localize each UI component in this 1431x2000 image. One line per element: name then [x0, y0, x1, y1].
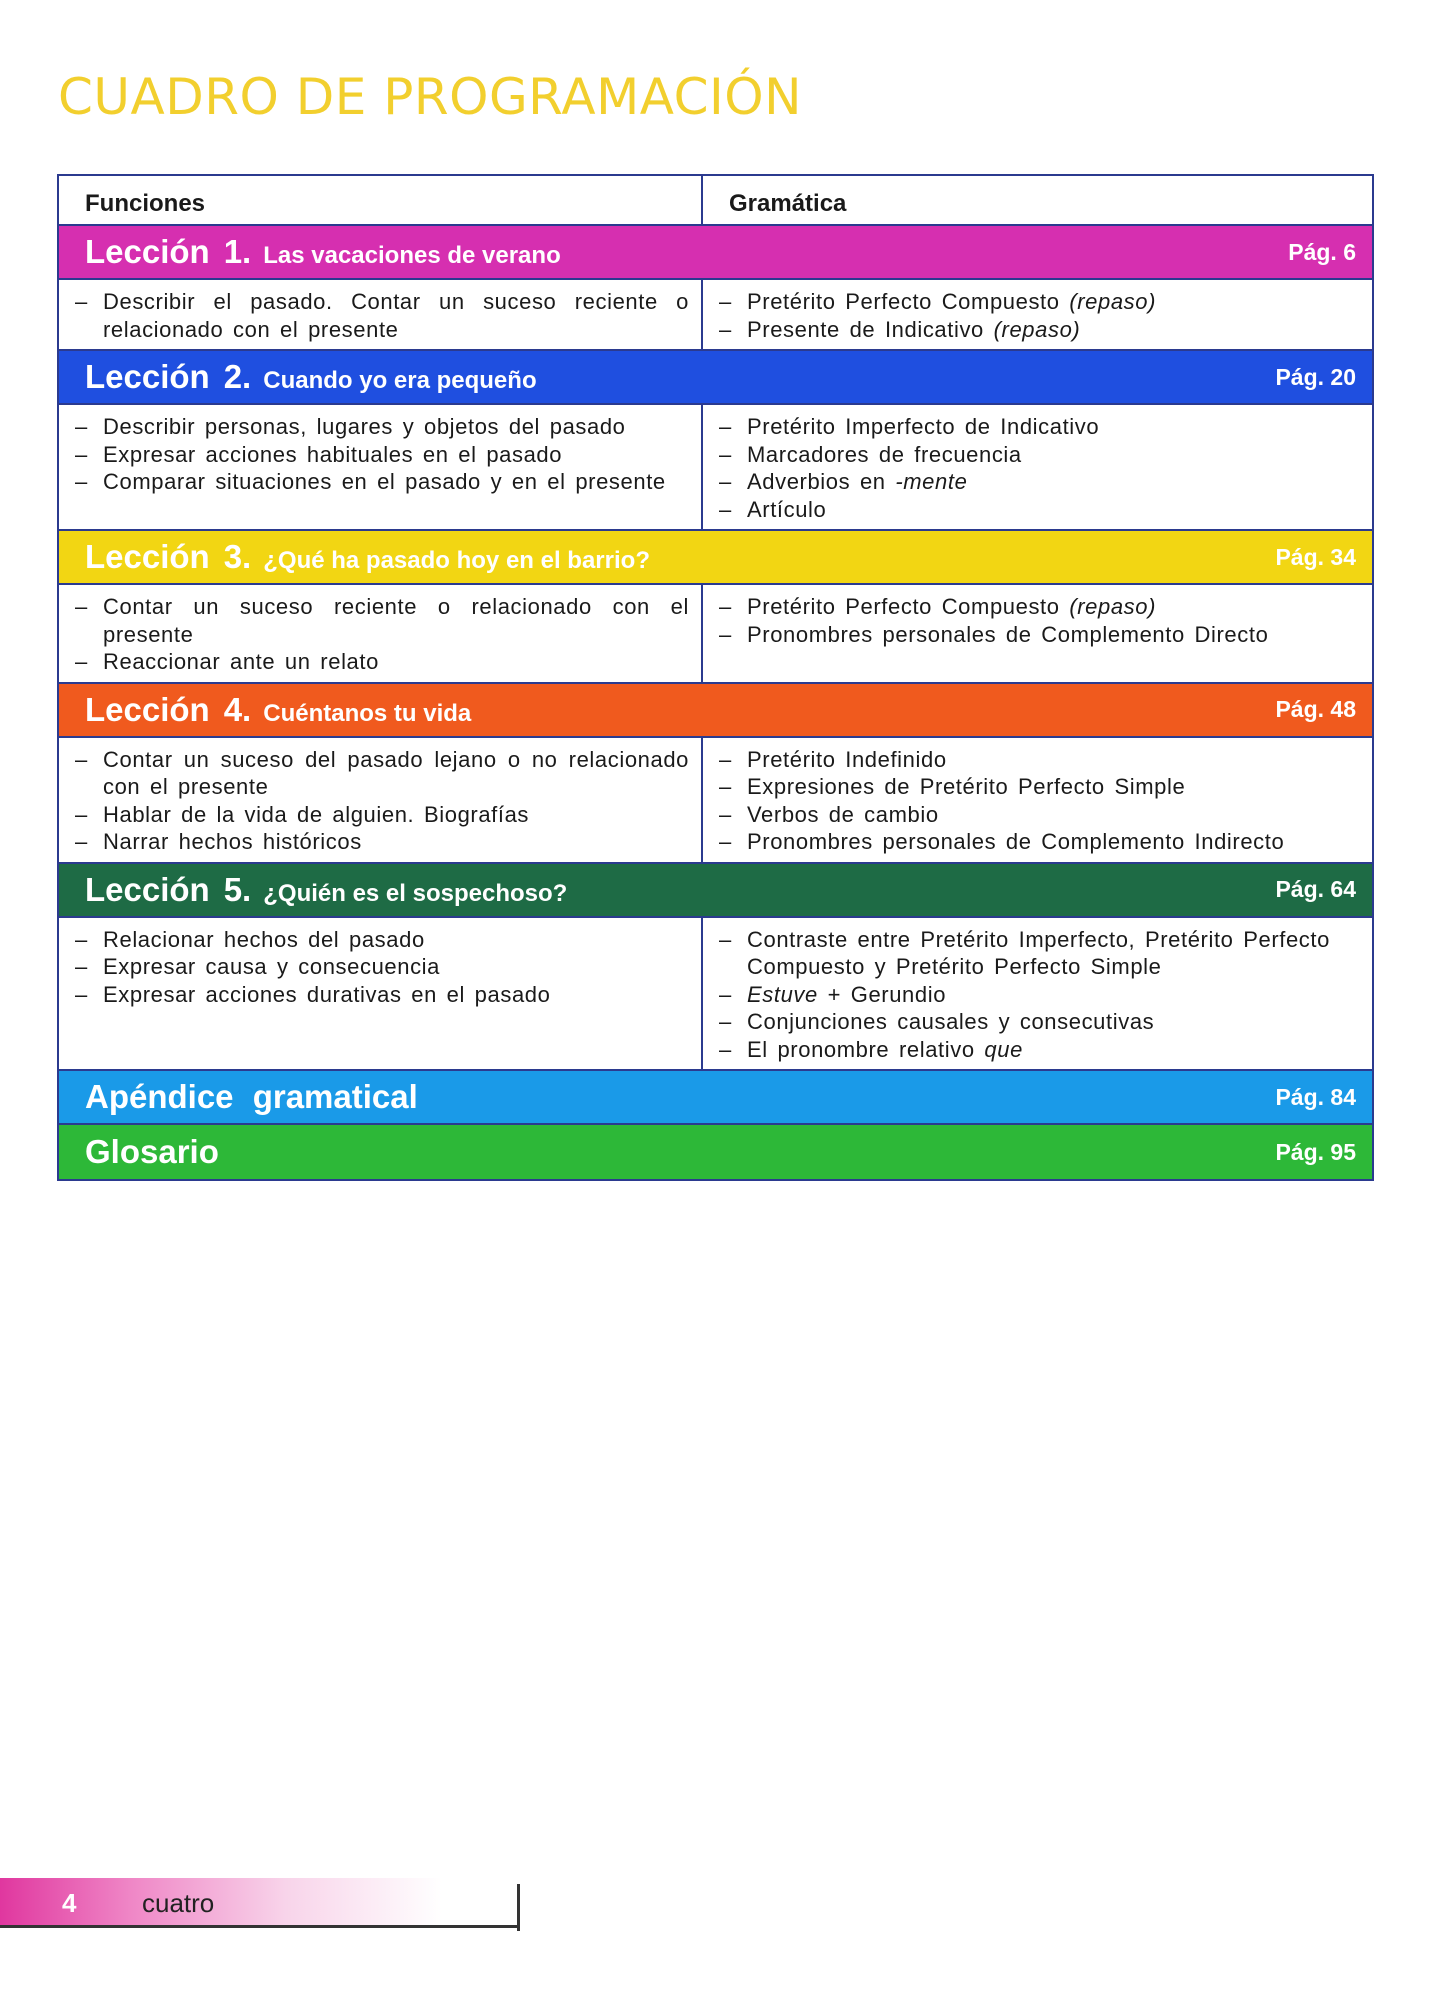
glossary-bar [59, 1125, 1372, 1179]
programming-table [57, 174, 1374, 1181]
funcion-item: – Narrar hechos históricos [73, 828, 689, 856]
funciones-cell [59, 738, 703, 862]
gramatica-cell [703, 738, 1372, 862]
gramatica-item: – Pretérito Imperfecto de Indicativo [717, 413, 1360, 441]
funcion-item: – Contar un suceso del pasado lejano o no relacionado con el presente [73, 746, 689, 801]
gramatica-item: – Contraste entre Pretérito Imperfecto, Pretérito Perfecto Compuesto y Pretérito Perfecto Simple [717, 926, 1360, 981]
lesson-bar-5 [59, 864, 1372, 918]
gramatica-cell [703, 405, 1372, 529]
funcion-item: – Describir personas, lugares y objetos del pasado [73, 413, 689, 441]
lesson-content-1 [59, 280, 1372, 351]
funcion-item: – Expresar causa y consecuencia [73, 953, 689, 981]
funciones-cell [59, 280, 703, 349]
lesson-heading [85, 358, 537, 396]
footer-page-tab [0, 1878, 520, 1928]
lesson-heading [85, 871, 567, 909]
gramatica-item: – Verbos de cambio [717, 801, 1360, 829]
funcion-item: – Expresar acciones habituales en el pasado [73, 441, 689, 469]
lesson-subtitle: Cuéntanos tu vida [263, 699, 472, 727]
funciones-cell [59, 918, 703, 1070]
gramatica-item: – Pronombres personales de Complemento Indirecto [717, 828, 1360, 856]
funcion-item: – Contar un suceso reciente o relacionado con el presente [73, 593, 689, 648]
lesson-subtitle: ¿Quién es el sospechoso? [263, 879, 568, 907]
lesson-subtitle: ¿Qué ha pasado hoy en el barrio? [263, 547, 650, 574]
page-number-word: cuatro [142, 1888, 215, 1918]
lesson-content-4 [59, 738, 1372, 864]
lesson-bar-1 [59, 226, 1372, 280]
gramatica-item: – Estuve + Gerundio [717, 981, 1360, 1009]
lesson-number: 5. [223, 870, 252, 908]
lesson-bar-4 [59, 684, 1372, 738]
lesson-bar-3 [59, 531, 1372, 585]
funciones-cell [59, 585, 703, 682]
lesson-page: Pág. 34 [1275, 543, 1356, 570]
gramatica-item: – Marcadores de frecuencia [717, 441, 1360, 469]
lesson-number: 1. [223, 233, 252, 270]
lesson-content-3 [59, 585, 1372, 684]
gramatica-cell [703, 585, 1372, 682]
gramatica-item: – Artículo [717, 496, 1360, 524]
gramatica-item: – Pretérito Perfecto Compuesto (repaso) [717, 288, 1360, 316]
lesson-subtitle: Las vacaciones de verano [263, 242, 561, 269]
lesson-page: Pág. 20 [1275, 363, 1356, 390]
lesson-heading [85, 691, 471, 729]
lesson-content-2 [59, 405, 1372, 531]
appendix-bar [59, 1071, 1372, 1125]
gramatica-item: – El pronombre relativo que [717, 1036, 1360, 1064]
lesson-page: Pág. 6 [1288, 238, 1356, 265]
lesson-label: Lección [85, 870, 210, 908]
gramatica-item: – Expresiones de Pretérito Perfecto Simple [717, 773, 1360, 801]
lesson-page: Pág. 64 [1275, 876, 1356, 902]
glossary-page: Pág. 95 [1275, 1138, 1356, 1165]
gramatica-cell [703, 280, 1372, 349]
appendix-page: Pág. 84 [1275, 1083, 1356, 1110]
lesson-label: Lección [85, 233, 210, 270]
lesson-label: Lección [85, 690, 210, 728]
funcion-item: – Describir el pasado. Contar un suceso reciente o relacionado con el presente [73, 288, 689, 343]
gramatica-item: – Presente de Indicativo (repaso) [717, 316, 1360, 344]
funcion-item: – Reaccionar ante un relato [73, 648, 689, 676]
lessons-container [59, 226, 1372, 1071]
page-number: 4 [62, 1888, 77, 1918]
gramatica-item: – Adverbios en -mente [717, 468, 1360, 496]
glossary-title: Glosario [85, 1133, 219, 1170]
lesson-subtitle: Cuando yo era pequeño [263, 367, 537, 394]
appendix-title: Apéndice gramatical [85, 1078, 418, 1115]
lesson-bar-2 [59, 351, 1372, 405]
lesson-content-5 [59, 918, 1372, 1072]
lesson-page: Pág. 48 [1275, 696, 1356, 722]
header-gramatica: Gramática [729, 190, 847, 217]
header-funciones: Funciones [59, 176, 703, 224]
funciones-cell [59, 405, 703, 529]
funcion-item: – Comparar situaciones en el pasado y en el presente [73, 468, 689, 496]
lesson-heading [85, 233, 561, 271]
lesson-label: Lección [85, 358, 210, 395]
funcion-item: – Relacionar hechos del pasado [73, 926, 689, 954]
gramatica-cell [703, 918, 1372, 1070]
gramatica-item: – Pretérito Perfecto Compuesto (repaso) [717, 593, 1360, 621]
table-header [59, 176, 1372, 226]
funcion-item: – Hablar de la vida de alguien. Biografías [73, 801, 689, 829]
gramatica-item: – Conjunciones causales y consecutivas [717, 1008, 1360, 1036]
gramatica-item: – Pretérito Indefinido [717, 746, 1360, 774]
lesson-number: 3. [223, 538, 252, 575]
page-title: CUADRO DE PROGRAMACIÓN [58, 68, 802, 126]
gramatica-item: – Pronombres personales de Complemento Directo [717, 621, 1360, 649]
lesson-number: 4. [223, 690, 252, 728]
lesson-heading [85, 538, 650, 576]
lesson-label: Lección [85, 538, 210, 575]
lesson-number: 2. [223, 358, 252, 395]
funcion-item: – Expresar acciones durativas en el pasado [73, 981, 689, 1009]
